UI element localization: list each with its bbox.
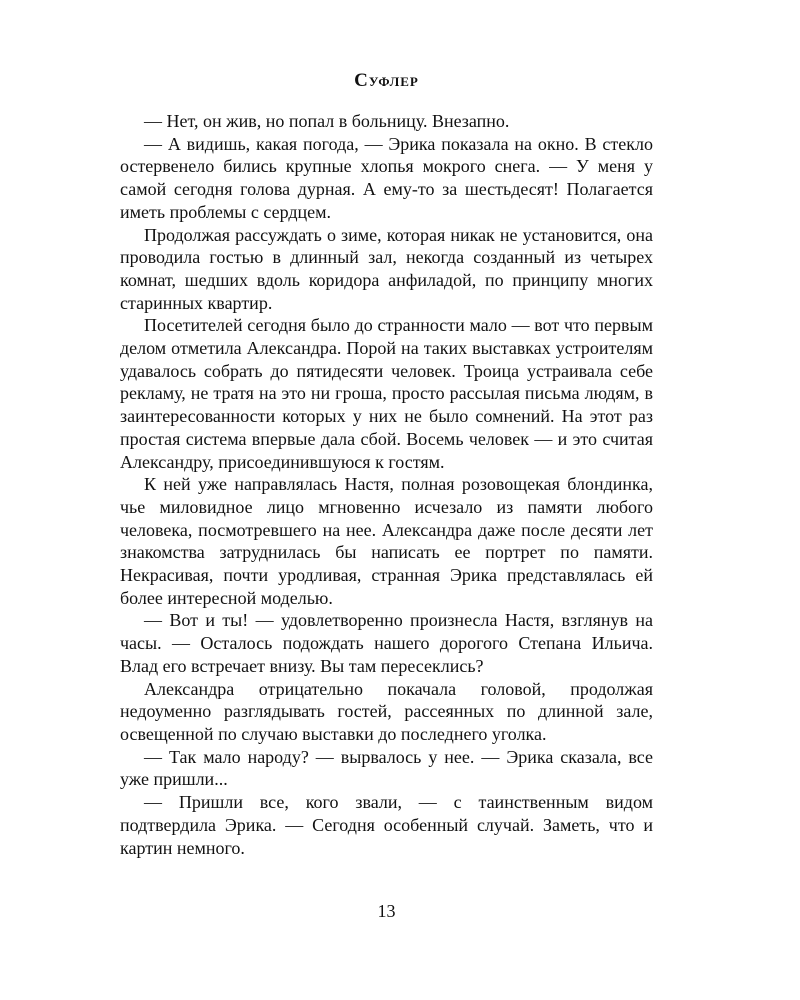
paragraph: — Нет, он жив, но попал в больницу. Внезапно. <box>144 111 510 131</box>
body-text <box>120 110 653 859</box>
paragraph: — А видишь, какая погода, — Эрика показала на окно. В стекло остервенело бились крупные хлопья мокрого снега. — У меня у самой сегодня голова дурная. А ему-то за шестьдесят! Полагается иметь проблемы с сердцем. <box>120 133 653 222</box>
paragraph: Посетителей сегодня было до странности мало — вот что первым делом отметила Александра. Порой на таких выставках устроителям удавалось собрать до пятидесяти человек. Троица устраивала себе рекламу, не тратя на это ни гроша, просто рассылая письма людям, в заинтересованности которых у них не было сомнений. На этот раз простая система впервые дала сбой. Восемь человек — и это считая Александру, присоединившуюся к гостям. <box>120 315 653 472</box>
paragraph: Александра отрицательно покачала головой, продолжая недоуменно разглядывать гостей, рассеянных по длинной зале, освещенной по случаю выставки до последнего уголка. <box>120 678 653 744</box>
paragraph: — Так мало народу? — вырвалось у нее. — Эрика сказала, все уже пришли... <box>120 746 653 790</box>
book-page <box>120 0 653 1000</box>
paragraph: К ней уже направлялась Настя, полная розовощекая блондинка, чье миловидное лицо мгновенно исчезало из памяти любого человека, посмотревшего на нее. Александра даже после десяти лет знакомства затруднилась бы написать ее портрет по памяти. Некрасивая, почти уродливая, странная Эрика представлялась ей более интересной моделью. <box>120 474 653 608</box>
paragraph: — Вот и ты! — удовлетворенно произнесла Настя, взглянув на часы. — Осталось подождать нашего дорогого Степана Ильича. Влад его встречает внизу. Вы там пересеклись? <box>120 610 653 676</box>
page-number: 13 <box>377 901 396 921</box>
running-head: Суфлер <box>354 70 419 91</box>
paragraph: Продолжая рассуждать о зиме, которая никак не установится, она проводила гостью в длинный зал, некогда созданный из четырех комнат, шедших вдоль коридора анфиладой, по принципу многих старинных квартир. <box>120 224 653 313</box>
paragraph: — Пришли все, кого звали, — с таинственным видом подтвердила Эрика. — Сегодня особенный случай. Заметь, что и картин немного. <box>120 792 653 858</box>
